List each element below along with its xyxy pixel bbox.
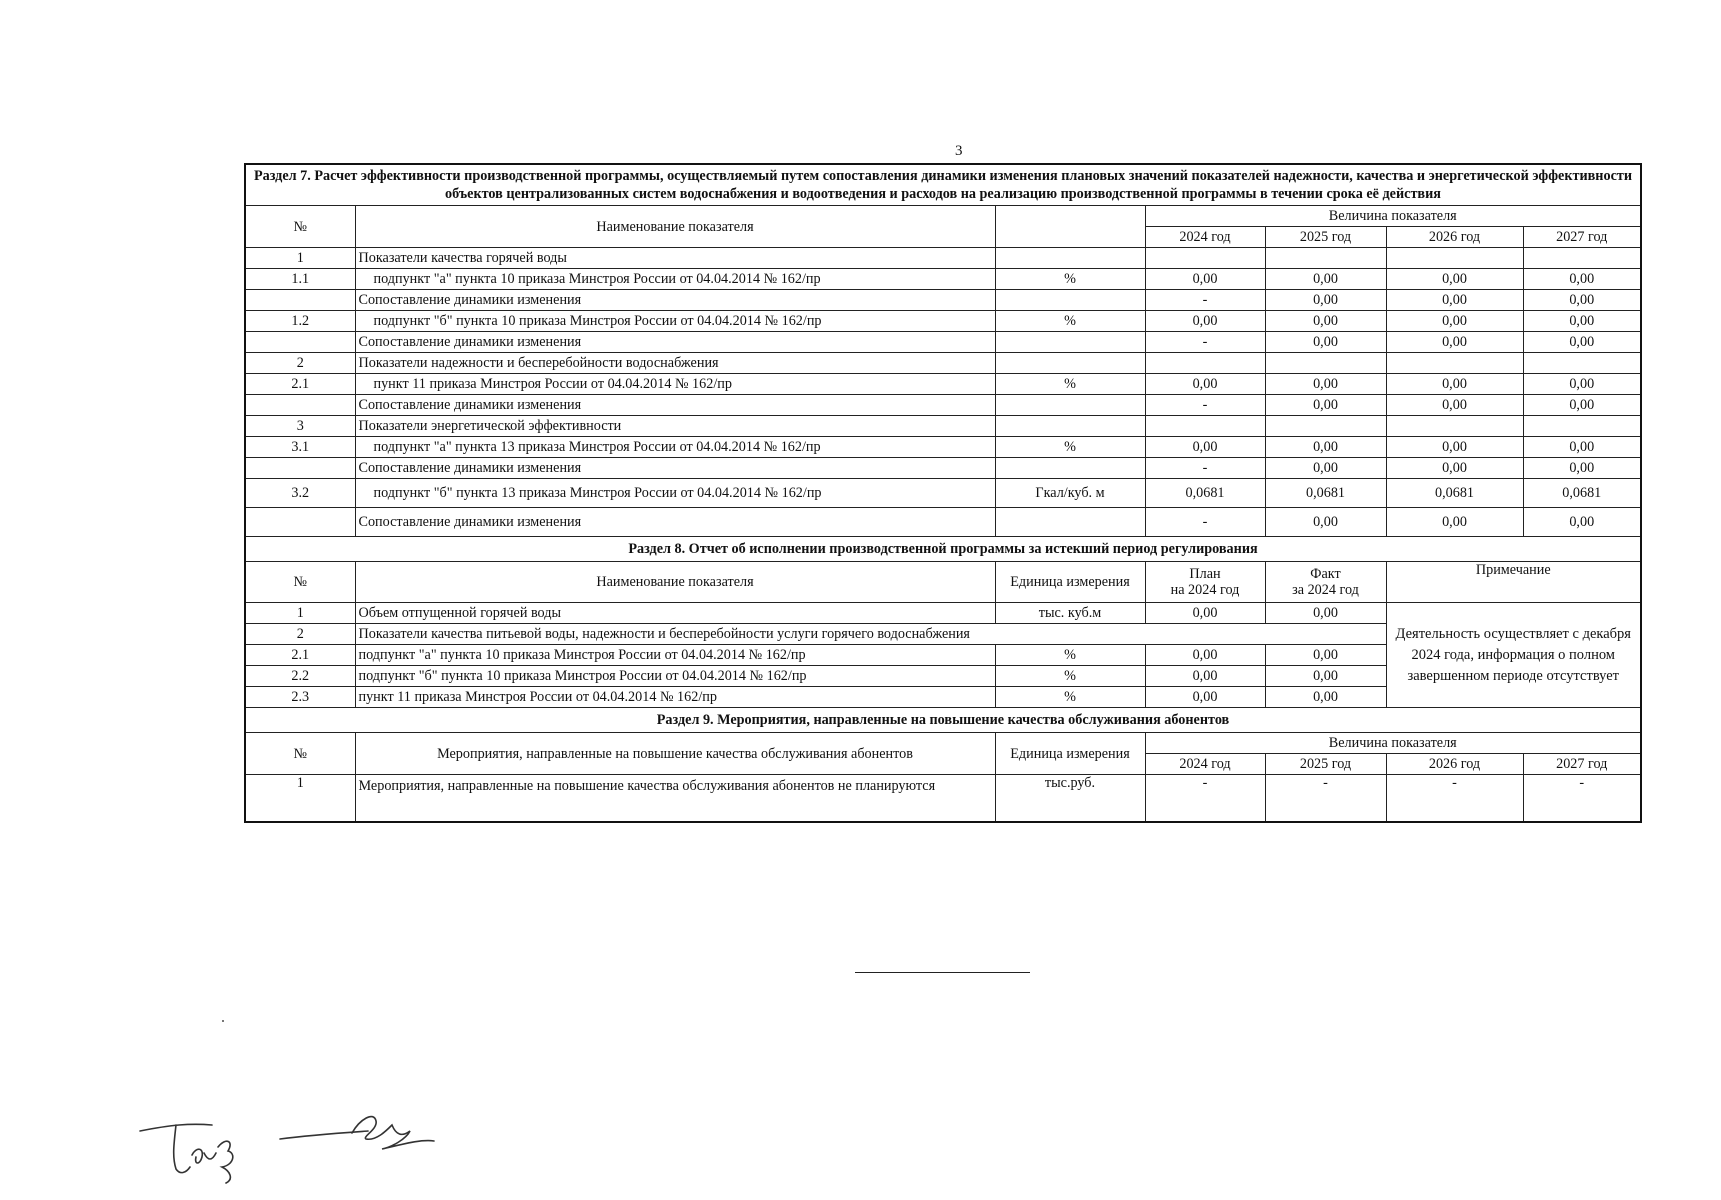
row-value: 0,00 <box>1386 290 1523 311</box>
row-value: 0,00 <box>1523 374 1641 395</box>
row-unit <box>995 458 1145 479</box>
col-header-year: 2027 год <box>1523 227 1641 248</box>
row-plan: 0,00 <box>1145 645 1265 666</box>
row-value: 0,00 <box>1265 437 1386 458</box>
row-value: - <box>1145 332 1265 353</box>
table-row <box>245 395 1641 416</box>
row-value: - <box>1386 775 1523 823</box>
row-unit: % <box>995 666 1145 687</box>
row-value: 0,00 <box>1145 311 1265 332</box>
row-value: 0,00 <box>1265 290 1386 311</box>
row-number: 2.2 <box>245 666 355 687</box>
col-header-name: Мероприятия, направленные на повышение качества обслуживания абонентов <box>355 733 995 775</box>
col-header-year: 2026 год <box>1386 754 1523 775</box>
row-name: подпункт "а" пункта 13 приказа Минстроя России от 04.04.2014 № 162/пр <box>355 437 995 458</box>
plan-line1: План <box>1189 566 1221 582</box>
report-table <box>244 163 1642 823</box>
row-name: пункт 11 приказа Минстроя России от 04.04.2014 № 162/пр <box>355 687 995 708</box>
section9-header-row <box>245 733 1641 754</box>
row-value: 0,00 <box>1386 437 1523 458</box>
section9-title: Раздел 9. Мероприятия, направленные на повышение качества обслуживания абонентов <box>245 708 1641 733</box>
col-header-num: № <box>245 206 355 248</box>
col-header-unit <box>995 206 1145 248</box>
row-plan: 0,00 <box>1145 603 1265 624</box>
row-unit <box>995 416 1145 437</box>
signatures <box>130 1095 450 1185</box>
row-number: 2 <box>245 353 355 374</box>
row-value: 0,00 <box>1523 269 1641 290</box>
row-number: 1.2 <box>245 311 355 332</box>
col-header-unit: Единица измерения <box>995 733 1145 775</box>
row-plan: 0,00 <box>1145 687 1265 708</box>
page-number: 3 <box>955 143 963 159</box>
row-number <box>245 458 355 479</box>
section8-title-row <box>245 537 1641 562</box>
row-unit <box>995 508 1145 537</box>
fact-line1: Факт <box>1310 566 1341 582</box>
row-value <box>1145 248 1265 269</box>
col-header-year: 2025 год <box>1265 227 1386 248</box>
row-unit: % <box>995 687 1145 708</box>
plan-line2: на 2024 год <box>1170 582 1240 598</box>
row-value: 0,00 <box>1386 508 1523 537</box>
row-name: Сопоставление динамики изменения <box>355 395 995 416</box>
row-name: Показатели качества питьевой воды, надежности и бесперебойности услуги горячего водоснабжения <box>355 624 1386 645</box>
row-value: 0,00 <box>1523 311 1641 332</box>
row-value: 0,0681 <box>1145 479 1265 508</box>
table-row <box>245 248 1641 269</box>
row-value <box>1265 353 1386 374</box>
row-value: 0,00 <box>1523 332 1641 353</box>
row-value: 0,00 <box>1386 458 1523 479</box>
fact-line2: за 2024 год <box>1292 582 1359 598</box>
row-value: 0,00 <box>1523 508 1641 537</box>
table-row <box>245 479 1641 508</box>
note-text: Деятельность осуществляет с декабря 2024 года, информация о полном завершенном периоде отсутствует <box>1386 603 1641 708</box>
section8-header-row <box>245 562 1641 603</box>
table-row <box>245 416 1641 437</box>
col-header-num: № <box>245 562 355 603</box>
row-value: 0,0681 <box>1386 479 1523 508</box>
row-number <box>245 332 355 353</box>
row-name: подпункт "б" пункта 10 приказа Минстроя России от 04.04.2014 № 162/пр <box>355 666 995 687</box>
row-value <box>1386 353 1523 374</box>
col-header-year: 2025 год <box>1265 754 1386 775</box>
signature-right <box>280 1117 434 1149</box>
row-number: 2.1 <box>245 374 355 395</box>
section8-title: Раздел 8. Отчет об исполнении производственной программы за истекший период регулирования <box>245 537 1641 562</box>
row-number <box>245 395 355 416</box>
row-value: 0,00 <box>1265 395 1386 416</box>
row-unit: % <box>995 645 1145 666</box>
row-unit: % <box>995 437 1145 458</box>
row-fact: 0,00 <box>1265 687 1386 708</box>
row-plan: 0,00 <box>1145 666 1265 687</box>
col-header-year: 2024 год <box>1145 227 1265 248</box>
row-number: 2.3 <box>245 687 355 708</box>
row-value: 0,00 <box>1265 269 1386 290</box>
col-header-note: Примечание <box>1386 562 1641 603</box>
row-value: - <box>1265 775 1386 823</box>
section9-title-row <box>245 708 1641 733</box>
row-value: - <box>1145 395 1265 416</box>
row-unit: тыс. куб.м <box>995 603 1145 624</box>
row-value: 0,00 <box>1523 290 1641 311</box>
row-name: подпункт "а" пункта 10 приказа Минстроя России от 04.04.2014 № 162/пр <box>355 269 995 290</box>
row-value <box>1265 416 1386 437</box>
row-value <box>1523 416 1641 437</box>
row-value: - <box>1145 775 1265 823</box>
row-number: 2.1 <box>245 645 355 666</box>
col-header-name: Наименование показателя <box>355 206 995 248</box>
row-number: 2 <box>245 624 355 645</box>
row-value: 0,00 <box>1145 437 1265 458</box>
row-number: 1 <box>245 248 355 269</box>
row-name: Сопоставление динамики изменения <box>355 332 995 353</box>
row-value: - <box>1145 458 1265 479</box>
table-row <box>245 311 1641 332</box>
table-row <box>245 374 1641 395</box>
row-value: 0,00 <box>1386 395 1523 416</box>
row-value: 0,0681 <box>1523 479 1641 508</box>
section7-header-row <box>245 206 1641 227</box>
row-value: - <box>1523 775 1641 823</box>
row-number: 1.1 <box>245 269 355 290</box>
scan-speck <box>222 1020 224 1022</box>
row-name: Показатели надежности и бесперебойности водоснабжения <box>355 353 995 374</box>
col-header-num: № <box>245 733 355 775</box>
table-row <box>245 353 1641 374</box>
row-name: Сопоставление динамики изменения <box>355 458 995 479</box>
row-value <box>1523 353 1641 374</box>
row-name: Мероприятия, направленные на повышение качества обслуживания абонентов не планируются <box>355 775 995 823</box>
col-header-year: 2027 год <box>1523 754 1641 775</box>
row-unit <box>995 248 1145 269</box>
end-rule <box>855 972 1030 973</box>
table-row <box>245 269 1641 290</box>
row-unit: % <box>995 374 1145 395</box>
row-fact: 0,00 <box>1265 603 1386 624</box>
row-value <box>1265 248 1386 269</box>
row-name: подпункт "а" пункта 10 приказа Минстроя России от 04.04.2014 № 162/пр <box>355 645 995 666</box>
col-header-fact <box>1265 562 1386 603</box>
col-header-unit: Единица измерения <box>995 562 1145 603</box>
table-row <box>245 775 1641 823</box>
row-name: подпункт "б" пункта 13 приказа Минстроя России от 04.04.2014 № 162/пр <box>355 479 995 508</box>
col-header-year: 2024 год <box>1145 754 1265 775</box>
row-name: Сопоставление динамики изменения <box>355 508 995 537</box>
table-row <box>245 290 1641 311</box>
section7-title: Раздел 7. Расчет эффективности производственной программы, осуществляемый путем сопоставления динамики изменения плановых значений показателей надежности, качества и энергетической эффективности объектов централизованных систем водоснабжения и водоотведения и расходов на реализацию производственной программы в течении срока её действия <box>245 164 1641 206</box>
row-unit: % <box>995 311 1145 332</box>
row-number: 1 <box>245 603 355 624</box>
row-value: 0,00 <box>1145 374 1265 395</box>
row-number <box>245 508 355 537</box>
row-unit: тыс.руб. <box>995 775 1145 823</box>
row-value <box>1145 353 1265 374</box>
row-fact: 0,00 <box>1265 666 1386 687</box>
col-header-year: 2026 год <box>1386 227 1523 248</box>
table-row <box>245 508 1641 537</box>
row-value: 0,00 <box>1265 311 1386 332</box>
row-name: Показатели энергетической эффективности <box>355 416 995 437</box>
signature-left <box>140 1124 233 1183</box>
row-value: 0,0681 <box>1265 479 1386 508</box>
row-number <box>245 290 355 311</box>
row-value: 0,00 <box>1265 332 1386 353</box>
row-value: 0,00 <box>1386 311 1523 332</box>
row-value <box>1523 248 1641 269</box>
row-value: 0,00 <box>1523 437 1641 458</box>
row-unit: % <box>995 269 1145 290</box>
row-value: 0,00 <box>1265 458 1386 479</box>
row-value: - <box>1145 508 1265 537</box>
row-name: Сопоставление динамики изменения <box>355 290 995 311</box>
row-value: 0,00 <box>1265 508 1386 537</box>
report-table-body <box>245 164 1641 822</box>
row-unit <box>995 353 1145 374</box>
col-header-name: Наименование показателя <box>355 562 995 603</box>
row-name: пункт 11 приказа Минстроя России от 04.04.2014 № 162/пр <box>355 374 995 395</box>
table-row <box>245 603 1641 624</box>
row-unit: Гкал/куб. м <box>995 479 1145 508</box>
row-value: 0,00 <box>1386 332 1523 353</box>
row-value: - <box>1145 290 1265 311</box>
table-row <box>245 437 1641 458</box>
table-row <box>245 332 1641 353</box>
row-unit <box>995 290 1145 311</box>
row-number: 3.2 <box>245 479 355 508</box>
row-name: подпункт "б" пункта 10 приказа Минстроя России от 04.04.2014 № 162/пр <box>355 311 995 332</box>
row-value: 0,00 <box>1145 269 1265 290</box>
row-unit <box>995 332 1145 353</box>
row-unit <box>995 395 1145 416</box>
row-value <box>1145 416 1265 437</box>
row-value: 0,00 <box>1265 374 1386 395</box>
col-header-value-group: Величина показателя <box>1145 733 1641 754</box>
row-value <box>1386 248 1523 269</box>
table-row <box>245 458 1641 479</box>
row-number: 3 <box>245 416 355 437</box>
row-name: Объем отпущенной горячей воды <box>355 603 995 624</box>
row-number: 1 <box>245 775 355 823</box>
row-fact: 0,00 <box>1265 645 1386 666</box>
col-header-value-group: Величина показателя <box>1145 206 1641 227</box>
row-value: 0,00 <box>1386 269 1523 290</box>
section7-title-row <box>245 164 1641 206</box>
col-header-plan <box>1145 562 1265 603</box>
row-value <box>1386 416 1523 437</box>
row-value: 0,00 <box>1386 374 1523 395</box>
row-number: 3.1 <box>245 437 355 458</box>
row-value: 0,00 <box>1523 395 1641 416</box>
row-name: Показатели качества горячей воды <box>355 248 995 269</box>
row-value: 0,00 <box>1523 458 1641 479</box>
